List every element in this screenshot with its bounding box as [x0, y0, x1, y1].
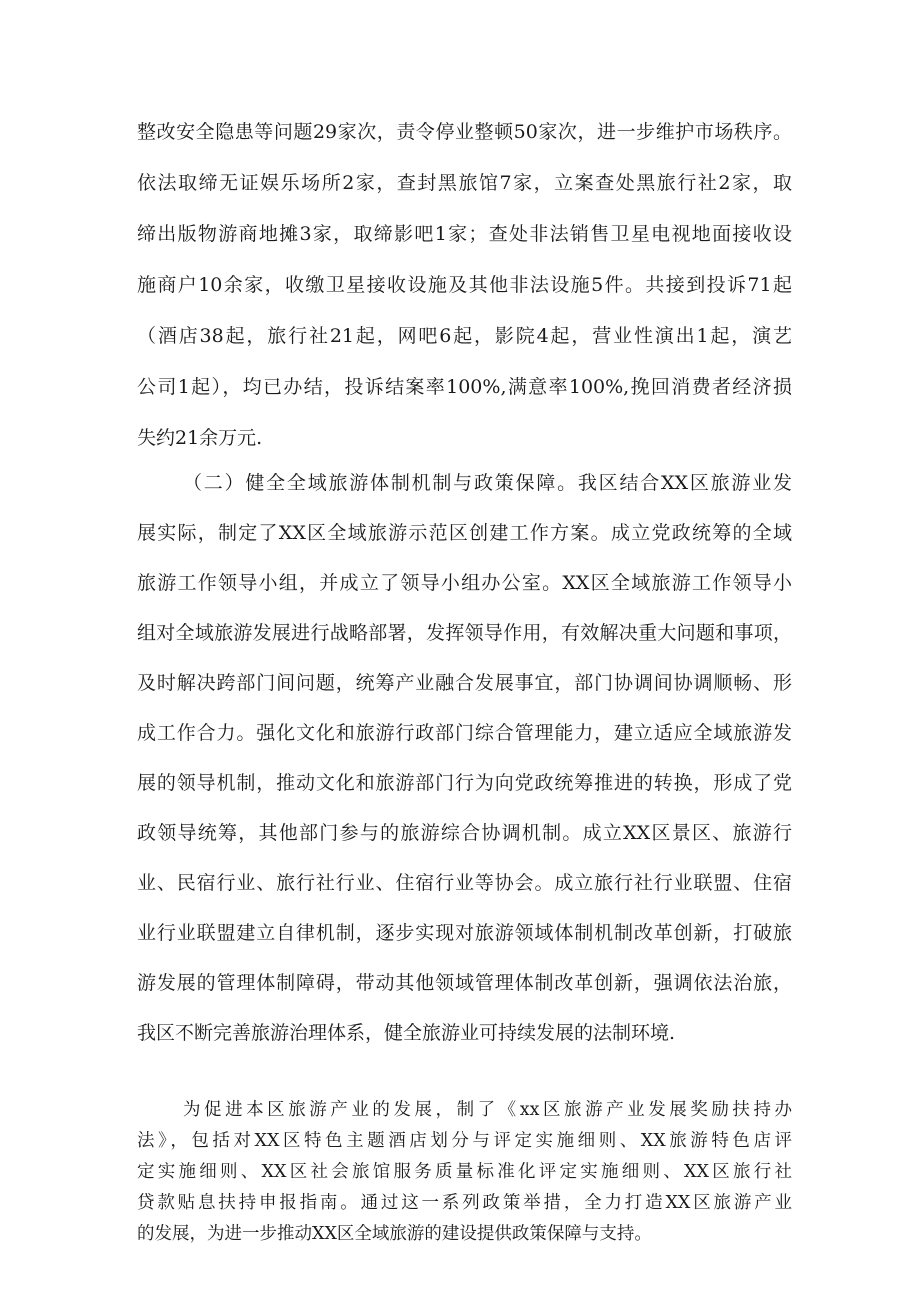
text-line: （二）健全全域旅游体制机制与政策保障。我区结合XX区旅游业发	[183, 472, 792, 494]
text-line: 为促进本区旅游产业的发展，制了《xx区旅游产业发展奖励扶持办	[183, 1100, 792, 1120]
text-line: 旅游工作领导小组，并成立了领导小组办公室。XX区全域旅游工作领导小	[137, 572, 792, 594]
text-line: 的发展，为进一步推动XX区全域旅游的建设提供政策保障与支持。	[137, 1224, 652, 1244]
text-line: 政领导统筹，其他部门参与的旅游综合协调机制。成立XX区景区、旅游行	[137, 822, 792, 844]
text-line: 游发展的管理体制障碍，带动其他领域管理体制改革创新，强调依法治旅，	[137, 972, 792, 994]
text-line: 施商户10余家，收缴卫星接收设施及其他非法设施5件。共接到投诉71起	[137, 274, 792, 296]
text-line: 展实际，制定了XX区全域旅游示范区创建工作方案。成立党政统筹的全域	[137, 522, 792, 544]
text-line: 贷款贴息扶持申报指南。通过这一系列政策举措，全力打造XX区旅游产业	[137, 1193, 792, 1213]
text-line: 公司1起），均已办结，投诉结案率100%,满意率100%,挽回消费者经济损	[137, 376, 792, 398]
text-line: 法》，包括对XX区特色主题酒店划分与评定实施细则、XX旅游特色店评	[137, 1131, 792, 1151]
text-line: 缔出版物游商地摊3家，取缔影吧1家；查处非法销售卫星电视地面接收设	[137, 223, 792, 245]
text-line: 成工作合力。强化文化和旅游行政部门综合管理能力，建立适应全域旅游发	[137, 722, 792, 744]
text-line: 定实施细则、XX区社会旅馆服务质量标准化评定实施细则、XX区旅行社	[137, 1162, 792, 1182]
text-line: 业行业联盟建立自律机制，逐步实现对旅游领域体制机制改革创新，打破旅	[137, 922, 792, 944]
text-line: 我区不断完善旅游治理体系，健全旅游业可持续发展的法制环境.	[137, 1022, 676, 1044]
text-line: 依法取缔无证娱乐场所2家，查封黑旅馆7家，立案查处黑旅行社2家，取	[137, 172, 792, 194]
text-line: 展的领导机制，推动文化和旅游部门行为向党政统筹推进的转换，形成了党	[137, 772, 792, 794]
text-line: 整改安全隐患等问题29家次，责令停业整顿50家次，进一步维护市场秩序。	[137, 121, 792, 143]
text-line: （酒店38起，旅行社21起，网吧6起，影院4起，营业性演出1起，演艺	[137, 325, 792, 347]
text-line: 业、民宿行业、旅行社行业、住宿行业等协会。成立旅行社行业联盟、住宿	[137, 872, 792, 894]
text-line: 组对全域旅游发展进行战略部署，发挥领导作用，有效解决重大问题和事项，	[137, 622, 792, 644]
text-line: 及时解决跨部门间问题，统筹产业融合发展事宜，部门协调间协调顺畅、形	[137, 672, 792, 694]
text-line: 失约21余万元.	[137, 427, 263, 449]
